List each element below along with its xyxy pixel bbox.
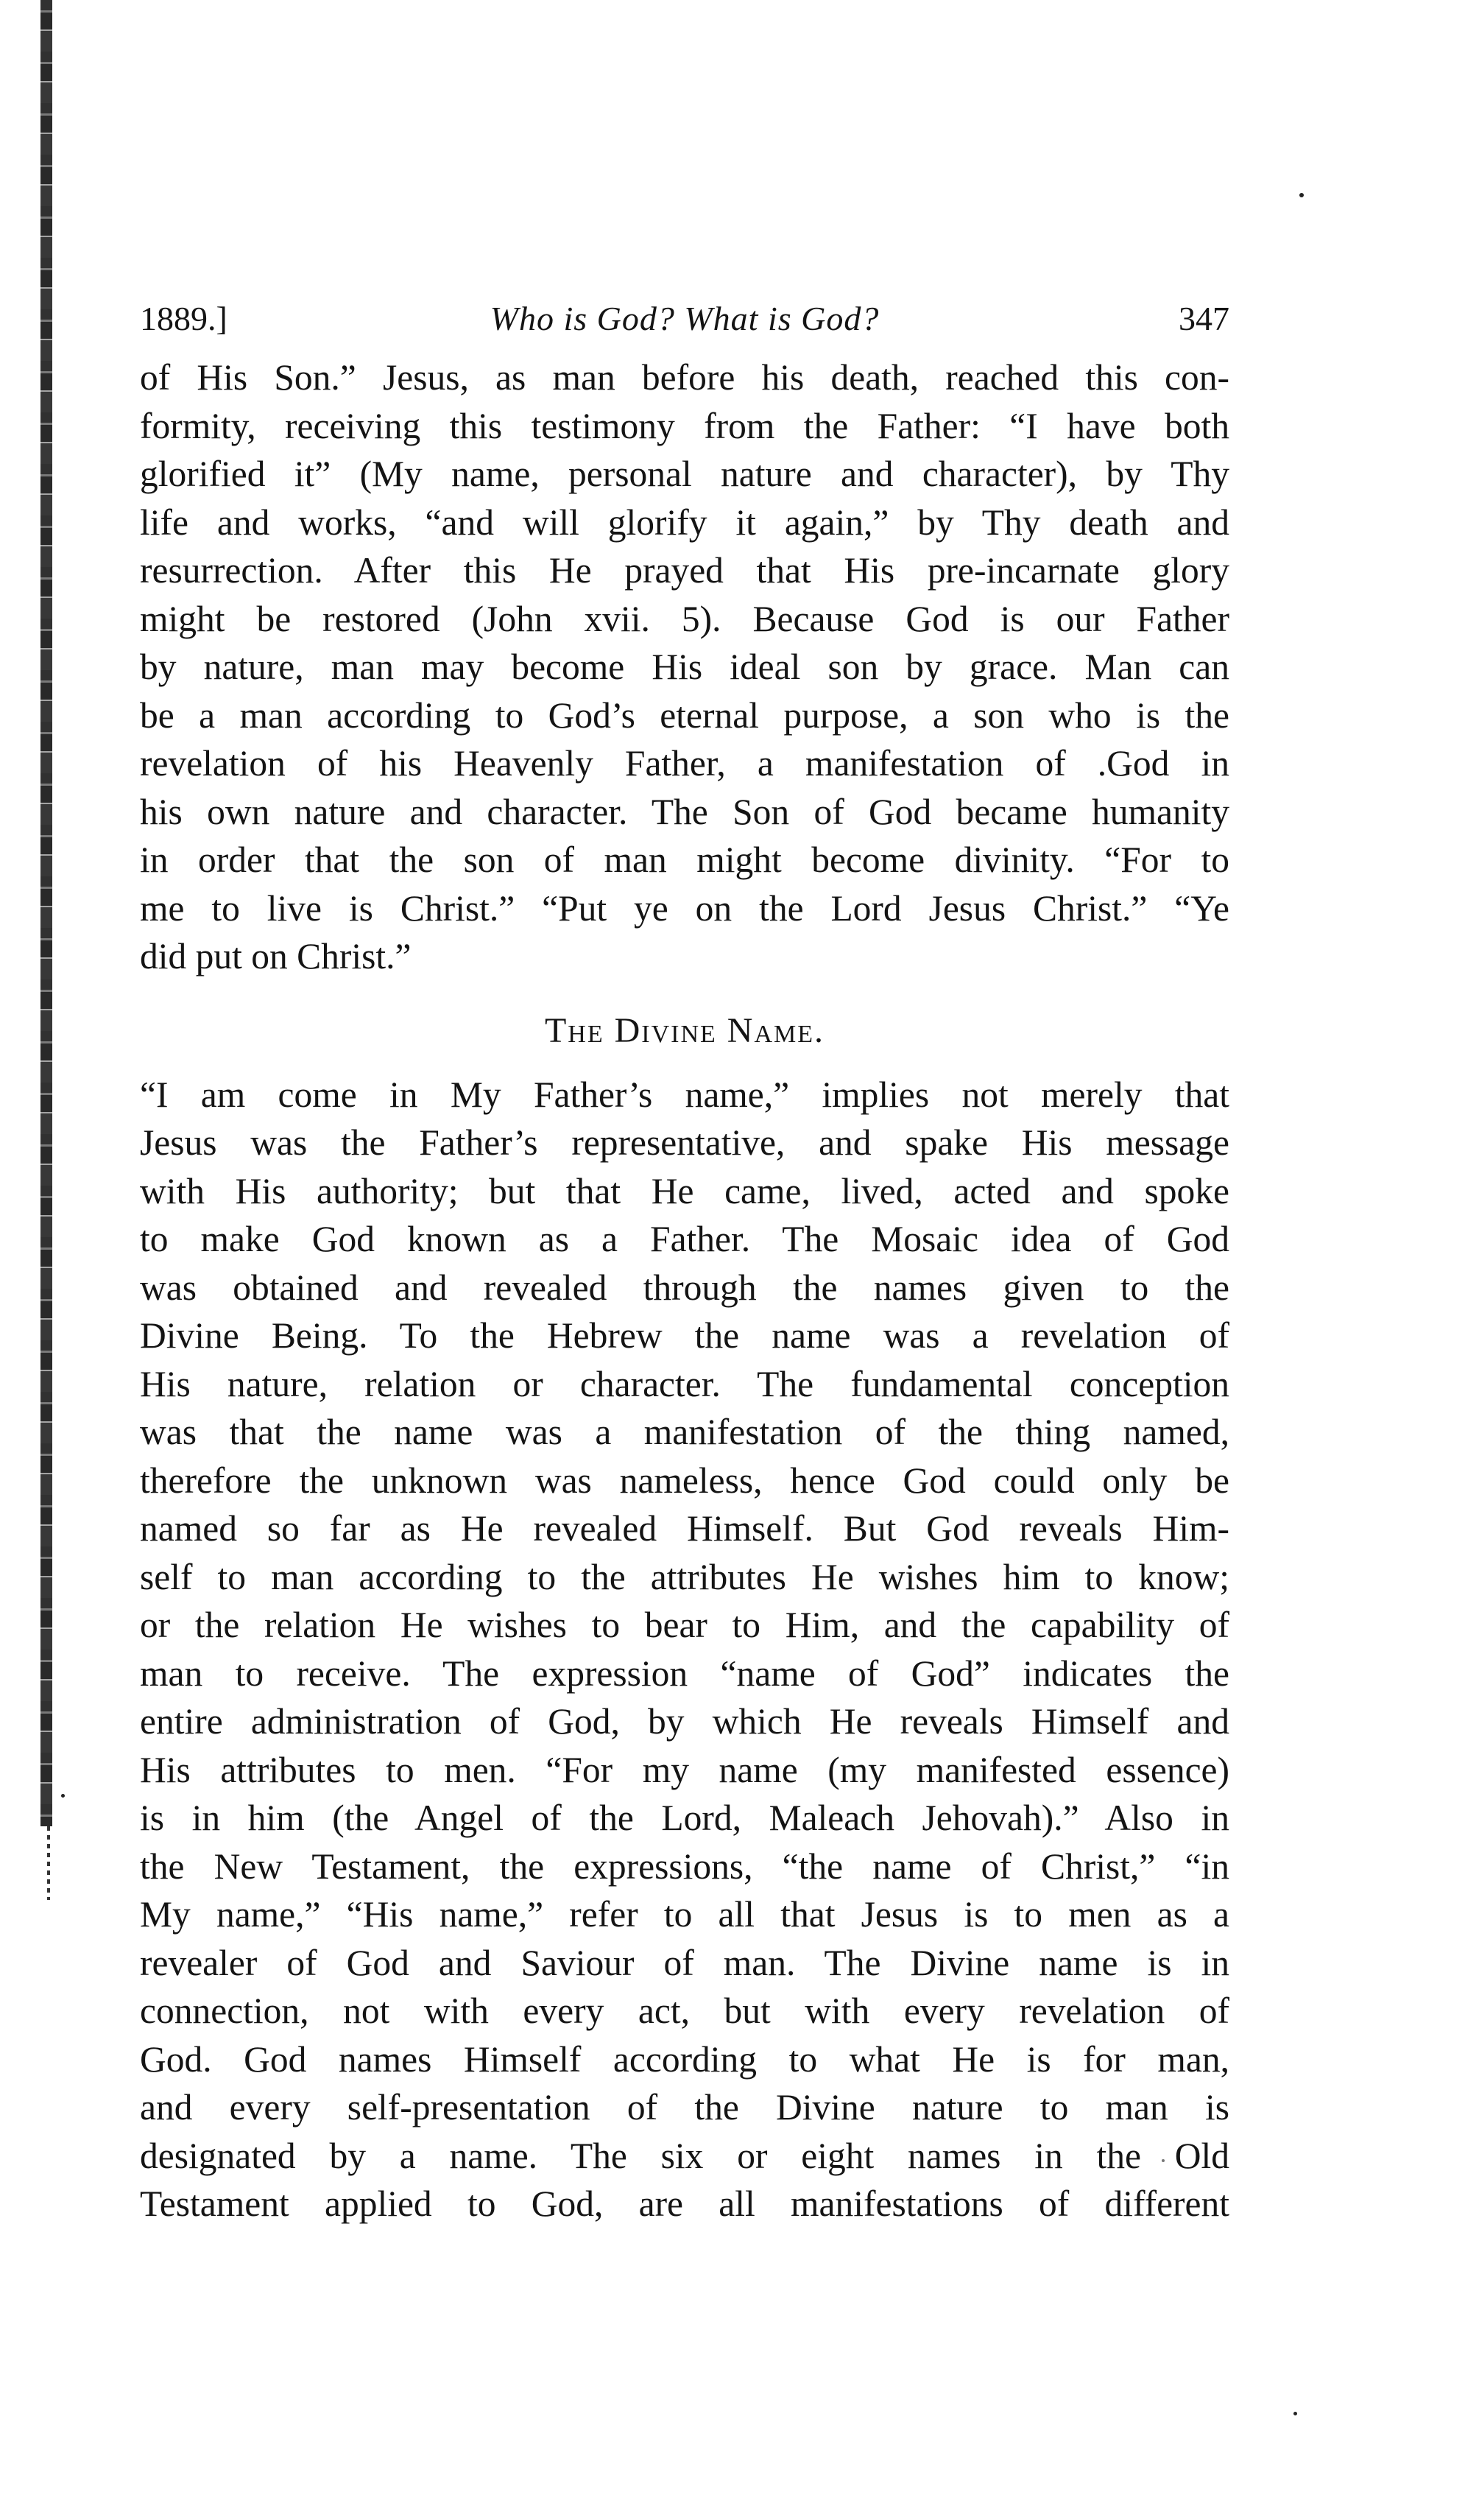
text-line: is in him (the Angel of the Lord, Maleach Jehovah).” Also in	[140, 1798, 1229, 1838]
binding-edge-shadow	[40, 0, 52, 1826]
section-heading: The Divine Name.	[544, 1010, 825, 1050]
text-line: connection, not with every act, but with every revelation of	[140, 1991, 1229, 2031]
paragraph-continuation	[140, 353, 1229, 981]
text-line: man to receive. The expression “name of God” indicates the	[140, 1653, 1229, 1694]
text-line: was that the name was a manifestation of the thing named,	[140, 1412, 1229, 1452]
page-number: 347	[1179, 300, 1229, 337]
binding-edge-trail	[47, 1826, 50, 1900]
ink-speck	[1299, 193, 1304, 197]
text-line: His nature, relation or character. The fundamental conception	[140, 1363, 1229, 1404]
paragraph-divine-name	[140, 1071, 1229, 2228]
text-line: his own nature and character. The Son of God became humanity	[140, 791, 1229, 832]
text-line: God. God names Himself according to what He is for man,	[140, 2038, 1229, 2080]
book-page	[140, 295, 1229, 2228]
text-line: by nature, man may become His ideal son by grace. Man can	[140, 647, 1229, 687]
text-line: Divine Being. To the Hebrew the name was a revelation of	[140, 1315, 1229, 1356]
text-line: revelation of his Heavenly Father, a manifestation of .God in	[140, 743, 1229, 784]
text-line: or the relation He wishes to bear to Him, and the capability of	[140, 1605, 1229, 1645]
text-line: life and works, “and will glorify it again,” by Thy death and	[140, 501, 1229, 543]
text-line: be a man according to God’s eternal purpose, a son who is the	[140, 694, 1229, 736]
text-line: designated by a name. The six or eight names in the Old	[140, 2135, 1229, 2176]
text-line: My name,” “His name,” refer to all that Jesus is to men as a	[140, 1894, 1229, 1935]
text-line: entire administration of God, by which He reveals Himself and	[140, 1701, 1229, 1742]
text-line: in order that the son of man might become divinity. “For to	[140, 840, 1229, 880]
text-line: resurrection. After this He prayed that His pre-incarnate glory	[140, 550, 1229, 591]
text-line: therefore the unknown was nameless, hence God could only be	[140, 1460, 1229, 1501]
text-line: was obtained and revealed through the names given to the	[140, 1267, 1229, 1308]
running-head-year: 1889.]	[140, 300, 227, 337]
running-head-title: Who is God? What is God?	[490, 300, 880, 337]
text-line: to make God known as a Father. The Mosaic idea of God	[140, 1219, 1229, 1259]
text-line: and every self-presentation of the Divine nature to man is	[140, 2087, 1229, 2127]
ink-speck	[1293, 2412, 1297, 2415]
text-line: named so far as He revealed Himself. But God reveals Him-	[140, 1508, 1229, 1549]
text-line: of His Son.” Jesus, as man before his death, reached this con-	[140, 357, 1229, 398]
text-line: revealer of God and Saviour of man. The Divine name is in	[140, 1942, 1229, 1983]
text-line: with His authority; but that He came, lived, acted and spoke	[140, 1170, 1229, 1211]
text-line: self to man according to the attributes He wishes him to know;	[140, 1556, 1229, 1597]
text-line: His attributes to men. “For my name (my manifested essence)	[140, 1749, 1229, 1790]
text-line: me to live is Christ.” “Put ye on the Lord Jesus Christ.” “Ye	[140, 887, 1229, 929]
ink-speck	[61, 1794, 65, 1798]
text-line: Testament applied to God, are all manifestations of different	[140, 2183, 1229, 2224]
text-line: the New Testament, the expressions, “the name of Christ,” “in	[140, 1845, 1229, 1887]
text-line: formity, receiving this testimony from the Father: “I have both	[140, 405, 1229, 446]
text-line: “I am come in My Father’s name,” implies not merely that	[140, 1074, 1229, 1115]
text-line: might be restored (John xvii. 5). Because God is our Father	[140, 598, 1229, 639]
text-line: Jesus was the Father’s representative, and spake His message	[140, 1122, 1229, 1163]
text-line: glorified it” (My name, personal nature and character), by Thy	[140, 454, 1229, 494]
text-line: did put on Christ.”	[140, 936, 412, 976]
running-head	[140, 295, 1229, 343]
